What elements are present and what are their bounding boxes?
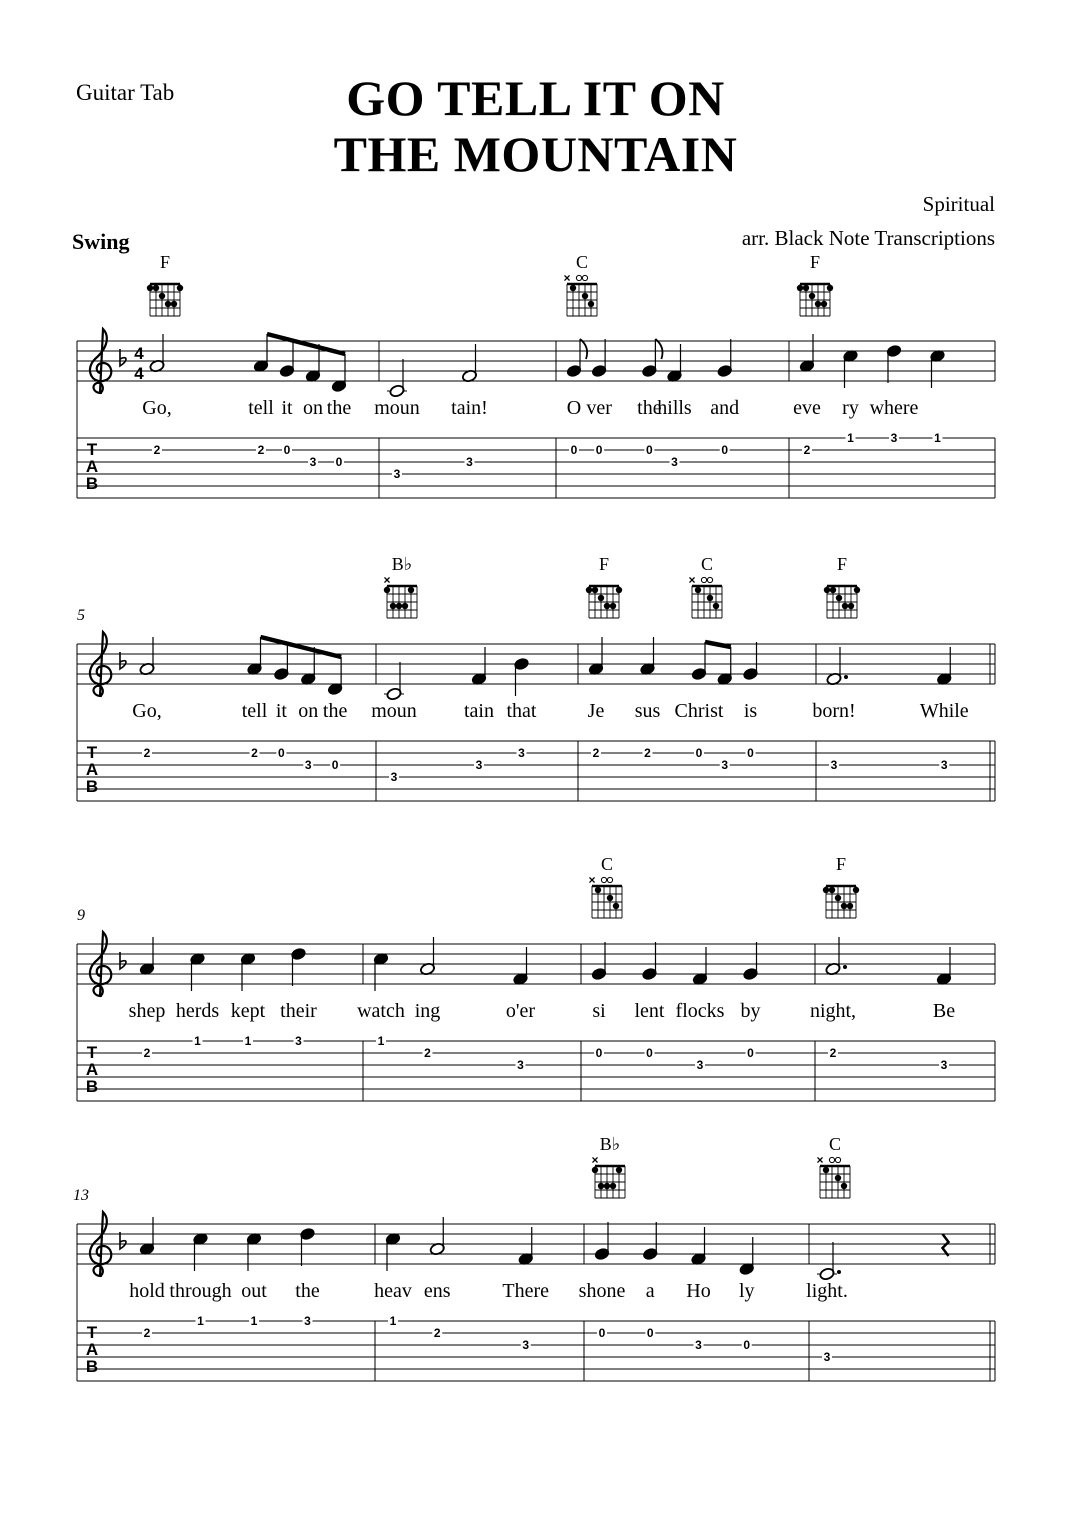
- muted-string-icon: ×: [816, 1153, 824, 1167]
- lyric-syllable: Je: [587, 700, 605, 722]
- lyric-syllable: Go,: [142, 397, 172, 419]
- chord-name: F: [598, 554, 610, 574]
- chord-dot: [570, 285, 576, 291]
- tab-number: 3: [695, 1338, 702, 1352]
- tab-clef-letter: T: [86, 1043, 98, 1062]
- chord-diagram: [383, 554, 417, 618]
- lyric-syllable: shone: [578, 1280, 626, 1302]
- chord-dot: [809, 293, 815, 299]
- tab-number: 2: [257, 443, 265, 457]
- tab-number: 0: [747, 746, 754, 760]
- tab-number: 2: [143, 746, 151, 760]
- lyric-syllable: it: [281, 397, 293, 419]
- lyric-syllable: Go,: [132, 700, 162, 722]
- tab-number: 3: [823, 1350, 831, 1364]
- tab-number: 2: [251, 746, 258, 760]
- tab-number: 2: [153, 443, 161, 457]
- lyric-syllable: the: [637, 397, 662, 419]
- lyric-syllable: hills: [657, 397, 692, 419]
- tab-number: 0: [331, 758, 339, 772]
- chord-diagram: [563, 252, 597, 316]
- chord-diagram: [591, 1134, 625, 1198]
- tab-clef-letter: A: [85, 760, 99, 779]
- lyric-syllable: ver: [586, 397, 612, 419]
- chord-dot: [815, 301, 821, 307]
- tab-number: 3: [518, 746, 525, 760]
- open-string-icon: [607, 877, 612, 882]
- instrument-label: Guitar Tab: [76, 80, 175, 105]
- chord-dot: [713, 603, 719, 609]
- chord-dot: [610, 603, 616, 609]
- tab-number: 0: [646, 1046, 653, 1060]
- flat-sign-icon: [120, 1232, 126, 1249]
- tab-number: 0: [598, 1326, 606, 1340]
- time-sig-numerator: 4: [134, 344, 144, 363]
- tab-number: 0: [595, 1046, 603, 1060]
- note-beam: [705, 642, 731, 647]
- time-sig-denominator: 4: [134, 364, 144, 383]
- muted-string-icon: ×: [688, 573, 696, 587]
- tab-clef-letter: A: [85, 457, 99, 476]
- chord-dot: [159, 293, 165, 299]
- chord-dot: [592, 1167, 598, 1173]
- chord-dot: [853, 887, 859, 893]
- muted-string-icon: ×: [383, 573, 391, 587]
- chord-name: C: [828, 1134, 842, 1154]
- tab-number: 1: [934, 431, 941, 445]
- tab-clef-letter: B: [85, 1357, 99, 1376]
- tab-number: 3: [475, 758, 483, 772]
- tab-number: 3: [304, 1314, 311, 1328]
- chord-diagram: [797, 252, 833, 316]
- tab-number: 3: [309, 455, 317, 469]
- open-string-icon: [829, 1157, 834, 1162]
- augmentation-dot: [844, 675, 848, 679]
- chord-dot: [842, 603, 848, 609]
- tab-number: 3: [466, 455, 473, 469]
- open-string-icon: [835, 1157, 840, 1162]
- chord-name: C: [575, 252, 589, 272]
- tab-clef-letter: T: [86, 1323, 98, 1342]
- chord-dot: [824, 587, 830, 593]
- tab-number: 0: [743, 1338, 751, 1352]
- muted-string-icon: ×: [563, 271, 571, 285]
- lyric-syllable: light.: [806, 1280, 848, 1302]
- tab-number: 3: [393, 467, 401, 481]
- chord-dot: [592, 587, 598, 593]
- tab-number: 1: [389, 1314, 397, 1328]
- tab-number: 0: [721, 443, 729, 457]
- chord-dot: [616, 1167, 622, 1173]
- chord-dot: [595, 887, 601, 893]
- tab-number: 3: [890, 431, 898, 445]
- chord-dot: [823, 887, 829, 893]
- tab-clef-letter: A: [85, 1060, 99, 1079]
- chord-name: C: [700, 554, 714, 574]
- tab-number: 2: [433, 1326, 441, 1340]
- tab-number: 3: [517, 1058, 524, 1072]
- lyric-syllable: night,: [809, 1000, 857, 1022]
- tab-clef-letter: B: [85, 474, 99, 493]
- lyric-syllable: born!: [812, 700, 856, 722]
- tab-number: 1: [197, 1314, 204, 1328]
- tab-number: 1: [244, 1034, 252, 1048]
- chord-dot: [582, 293, 588, 299]
- chord-dot: [821, 301, 827, 307]
- measure-number: 5: [77, 607, 85, 624]
- system: [77, 554, 995, 801]
- tab-number: 2: [829, 1046, 837, 1060]
- lyric-syllable: si: [592, 1000, 606, 1022]
- augmentation-dot: [843, 965, 847, 969]
- tab-number: 3: [671, 455, 678, 469]
- open-string-icon: [601, 877, 606, 882]
- lyric-syllable: a: [645, 1280, 655, 1302]
- chord-dot: [847, 903, 853, 909]
- note-flag: [655, 339, 662, 359]
- chord-dot: [607, 895, 613, 901]
- augmentation-dot: [837, 1270, 841, 1274]
- chord-dot: [616, 587, 622, 593]
- tab-number: 2: [143, 1046, 151, 1060]
- muted-string-icon: ×: [588, 873, 596, 887]
- tab-number: 0: [278, 746, 285, 760]
- tab-clef-letter: T: [86, 440, 98, 459]
- tab-number: 1: [377, 1034, 385, 1048]
- chord-name: F: [809, 252, 821, 272]
- composer: Spiritual: [922, 192, 995, 216]
- lyric-syllable: the: [326, 397, 352, 419]
- system: [73, 1134, 995, 1381]
- open-string-icon: [576, 275, 581, 280]
- flat-sign-icon: [120, 349, 126, 366]
- lyric-syllable: flocks: [675, 1000, 725, 1022]
- chord-dot: [396, 603, 402, 609]
- lyric-syllable: moun: [371, 700, 417, 722]
- chord-dot: [147, 285, 153, 291]
- tab-clef-letter: B: [85, 1077, 99, 1096]
- system: [77, 854, 995, 1101]
- chord-dot: [408, 587, 414, 593]
- arranger: arr. Black Note Transcriptions: [741, 226, 995, 250]
- tab-number: 0: [747, 1046, 754, 1060]
- open-string-icon: [701, 577, 706, 582]
- lyric-syllable: kept: [230, 1000, 266, 1022]
- chord-dot: [402, 603, 408, 609]
- chord-dot: [610, 1183, 616, 1189]
- lyric-syllable: While: [919, 700, 969, 722]
- lyric-syllable: by: [740, 1000, 761, 1022]
- tab-number: 1: [847, 431, 854, 445]
- chord-diagram: [588, 854, 622, 918]
- tab-number: 2: [644, 746, 651, 760]
- lyric-syllable: the: [295, 1280, 320, 1302]
- chord-dot: [830, 587, 836, 593]
- chord-dot: [695, 587, 701, 593]
- lyric-syllable: Ho: [686, 1280, 711, 1302]
- tab-number: 3: [304, 758, 312, 772]
- chord-dot: [604, 603, 610, 609]
- lyric-syllable: shep: [128, 1000, 166, 1022]
- tab-clef-letter: B: [85, 777, 99, 796]
- tab-number: 0: [335, 455, 343, 469]
- lyric-syllable: tain!: [451, 397, 488, 419]
- chord-name: F: [835, 854, 847, 874]
- chord-dot: [835, 895, 841, 901]
- chord-dot: [613, 903, 619, 909]
- lyric-syllable: is: [743, 700, 758, 722]
- chord-diagram: [824, 554, 860, 618]
- lyric-syllable: out: [241, 1280, 267, 1302]
- lyric-syllable: on: [303, 397, 323, 419]
- chord-dot: [604, 1183, 610, 1189]
- tab-number: 0: [646, 1326, 654, 1340]
- lyric-syllable: tain: [464, 700, 494, 722]
- quarter-rest-icon: [943, 1234, 949, 1256]
- tab-number: 2: [143, 1326, 151, 1340]
- chord-dot: [841, 903, 847, 909]
- muted-string-icon: ×: [591, 1153, 599, 1167]
- chord-name: B♭: [391, 554, 413, 574]
- chord-dot: [588, 301, 594, 307]
- lyric-syllable: eve: [793, 397, 821, 419]
- chord-dot: [827, 285, 833, 291]
- chord-dot: [848, 603, 854, 609]
- lyric-syllable: ens: [423, 1280, 451, 1302]
- title-line-1: GO TELL IT ON: [346, 70, 725, 126]
- tempo-marking: Swing: [72, 229, 130, 254]
- lyric-syllable: ly: [738, 1280, 755, 1302]
- lyric-syllable: lent: [634, 1000, 665, 1022]
- lyric-syllable: the: [322, 700, 348, 722]
- note-flag: [580, 339, 587, 359]
- lyric-syllable: that: [506, 700, 537, 722]
- lyric-syllable: sus: [634, 700, 661, 722]
- tab-number: 2: [424, 1046, 431, 1060]
- lyric-syllable: ing: [414, 1000, 441, 1022]
- lyric-syllable: herds: [175, 1000, 220, 1022]
- chord-dot: [707, 595, 713, 601]
- tab-number: 3: [721, 758, 729, 772]
- lyric-syllable: Be: [932, 1000, 956, 1022]
- tab-number: 1: [250, 1314, 258, 1328]
- tab-number: 0: [595, 443, 603, 457]
- chord-dot: [841, 1183, 847, 1189]
- lyric-syllable: tell: [241, 700, 268, 722]
- tab-number: 3: [940, 758, 948, 772]
- chord-name: F: [159, 252, 171, 272]
- open-string-icon: [707, 577, 712, 582]
- open-string-icon: [582, 275, 587, 280]
- lyric-syllable: hold: [129, 1280, 165, 1302]
- lyric-syllable: where: [869, 397, 919, 419]
- lyric-syllable: watch: [357, 1000, 405, 1022]
- chord-dot: [586, 587, 592, 593]
- tab-number: 3: [830, 758, 838, 772]
- chord-dot: [384, 587, 390, 593]
- tab-number: 0: [646, 443, 653, 457]
- chord-dot: [177, 285, 183, 291]
- tab-number: 3: [295, 1034, 302, 1048]
- tab-number: 2: [803, 443, 811, 457]
- flat-sign-icon: [120, 652, 126, 669]
- chord-name: B♭: [599, 1134, 621, 1154]
- lyric-syllable: their: [280, 1000, 317, 1022]
- chord-dot: [823, 1167, 829, 1173]
- chord-name: C: [600, 854, 614, 874]
- chord-dot: [854, 587, 860, 593]
- tab-number: 0: [695, 746, 703, 760]
- lyric-syllable: heav: [374, 1280, 412, 1302]
- chord-diagram: [688, 554, 722, 618]
- lyric-syllable: tell: [248, 397, 274, 419]
- tab-number: 3: [696, 1058, 704, 1072]
- chord-diagram: [816, 1134, 850, 1198]
- tab-number: 3: [390, 770, 398, 784]
- chord-dot: [803, 285, 809, 291]
- chord-dot: [165, 301, 171, 307]
- lyric-syllable: O: [566, 397, 582, 419]
- title-line-2: THE MOUNTAIN: [333, 126, 738, 182]
- lyric-syllable: There: [502, 1280, 550, 1302]
- chord-diagram: [823, 854, 859, 918]
- lyric-syllable: on: [298, 700, 319, 722]
- chord-dot: [153, 285, 159, 291]
- tab-number: 0: [283, 443, 291, 457]
- chord-diagram: [147, 252, 183, 316]
- chord-dot: [797, 285, 803, 291]
- tab-number: 3: [940, 1058, 948, 1072]
- tab-clef-letter: A: [85, 1340, 99, 1359]
- tab-number: 0: [570, 443, 578, 457]
- chord-name: F: [836, 554, 848, 574]
- chord-dot: [390, 603, 396, 609]
- lyric-syllable: ry: [842, 397, 859, 419]
- lyric-syllable: through: [169, 1280, 232, 1302]
- measure-number: 13: [73, 1187, 89, 1204]
- tab-number: 2: [592, 746, 600, 760]
- chord-dot: [835, 1175, 841, 1181]
- lyric-syllable: moun: [374, 397, 420, 419]
- lyric-syllable: o'er: [505, 1000, 536, 1022]
- chord-dot: [598, 1183, 604, 1189]
- chord-dot: [171, 301, 177, 307]
- tab-clef-letter: T: [86, 743, 98, 762]
- chord-dot: [598, 595, 604, 601]
- chord-dot: [836, 595, 842, 601]
- tab-number: 3: [522, 1338, 530, 1352]
- system: [77, 252, 995, 498]
- flat-sign-icon: [120, 952, 126, 969]
- lyric-syllable: Christ: [674, 700, 724, 722]
- tab-number: 1: [194, 1034, 201, 1048]
- lyric-syllable: and: [710, 397, 740, 419]
- chord-dot: [829, 887, 835, 893]
- lyric-syllable: it: [275, 700, 287, 722]
- measure-number: 9: [77, 907, 85, 924]
- chord-diagram: [586, 554, 622, 618]
